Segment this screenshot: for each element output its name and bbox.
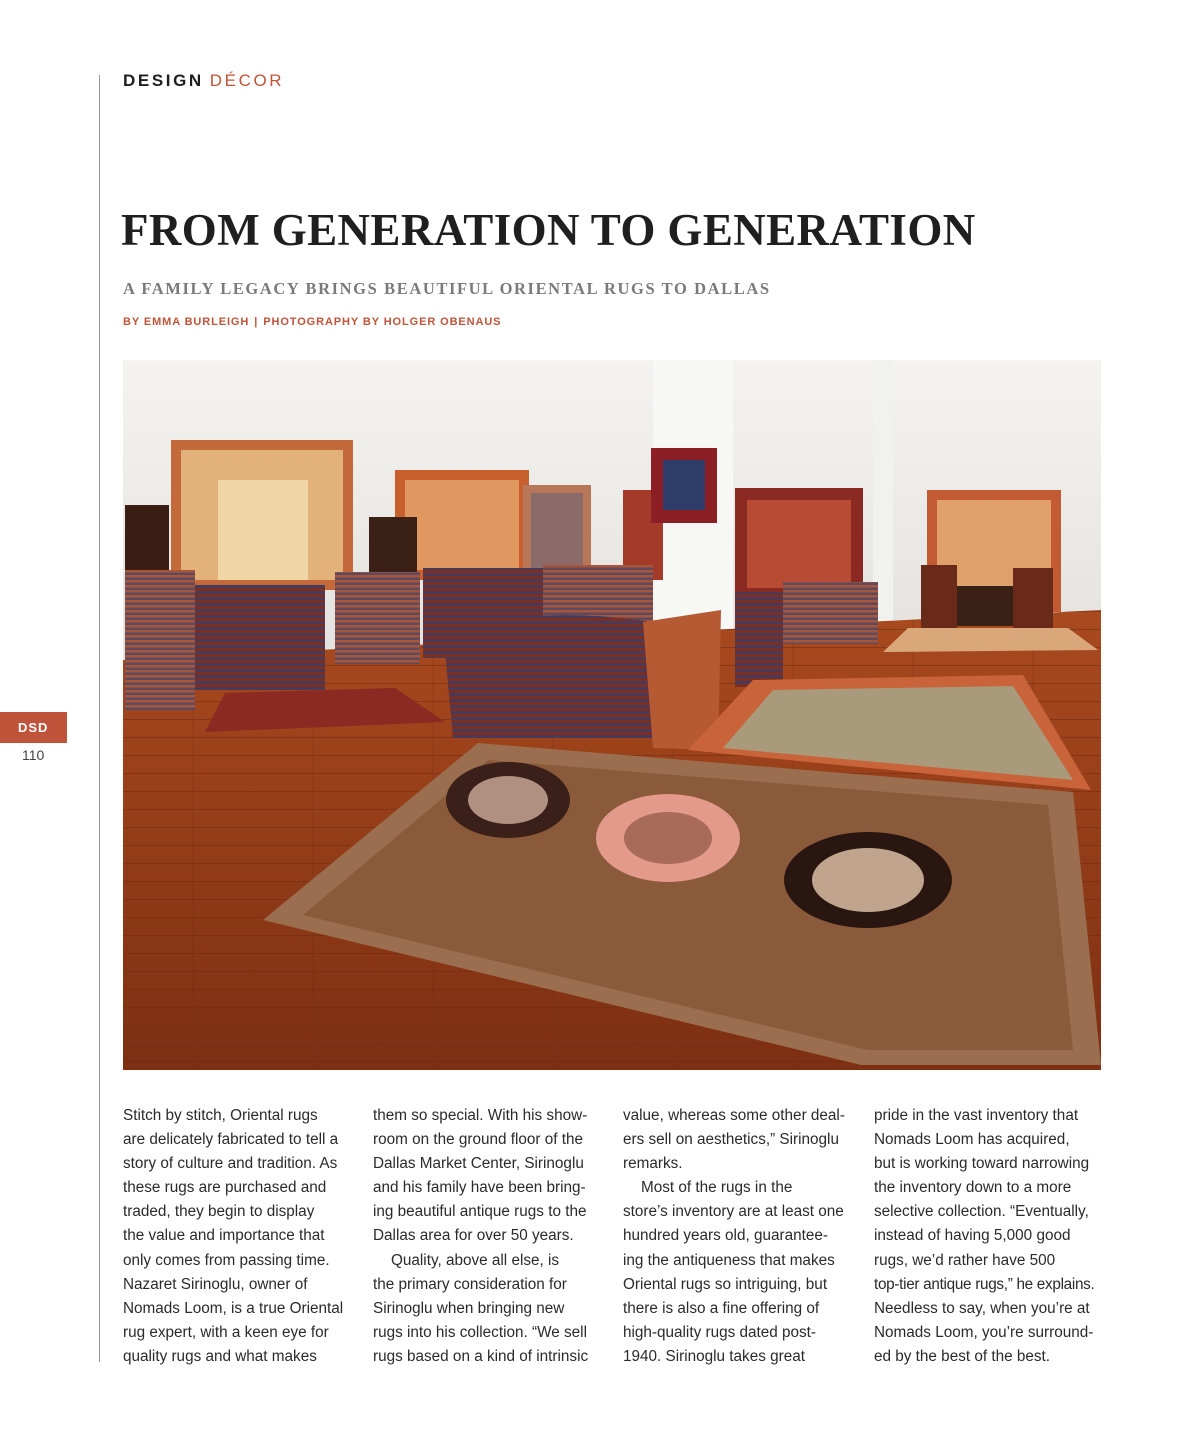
- text-line: them so special. With his show-: [373, 1107, 588, 1124]
- text-line: top-tier antique rugs,” he explains.: [874, 1275, 1095, 1293]
- text-line: rugs, we’d rather have 500: [874, 1251, 1056, 1269]
- text-line: and his family have been bring-: [373, 1179, 586, 1197]
- text-line: story of culture and tradition. As: [123, 1155, 338, 1173]
- article-deck: A FAMILY LEGACY BRINGS BEAUTIFUL ORIENTAL RUGS TO DALLAS: [123, 279, 771, 298]
- rug-stack: [783, 582, 878, 644]
- text-line: ing beautiful antique rugs to the: [373, 1203, 587, 1221]
- text-line: Nazaret Sirinoglu, owner of: [123, 1275, 308, 1293]
- paragraph: [874, 1104, 1106, 1369]
- showroom-photo: [123, 360, 1101, 1070]
- text-line: instead of having 5,000 good: [874, 1227, 1071, 1245]
- text-line: high-quality rugs dated post-: [623, 1323, 817, 1341]
- text-line: the value and importance that: [123, 1227, 325, 1245]
- byline-author: BY EMMA BURLEIGH: [123, 316, 250, 328]
- text-line: Most of the rugs in the: [641, 1179, 793, 1197]
- text-line: Needless to say, when you’re at: [874, 1299, 1090, 1317]
- page-number: 110: [22, 747, 45, 763]
- paragraph: [373, 1249, 605, 1369]
- magazine-tab: DSD: [0, 712, 67, 743]
- paragraph: [623, 1104, 855, 1176]
- text-line: pride in the vast inventory that: [874, 1107, 1079, 1124]
- rug-stack: [195, 585, 325, 690]
- body-column-1: [123, 1104, 355, 1369]
- text-line: Nomads Loom has acquired,: [874, 1131, 1070, 1149]
- rug-stack: [335, 572, 420, 664]
- paragraph: [623, 1176, 855, 1369]
- rug-stack: [125, 570, 195, 710]
- text-line: Dallas area for over 50 years.: [373, 1227, 574, 1245]
- text-line: Oriental rugs so intriguing, but: [623, 1275, 828, 1293]
- text-line: value, whereas some other deal-: [623, 1107, 845, 1124]
- paragraph: [123, 1104, 355, 1369]
- text-line: the inventory down to a more: [874, 1179, 1072, 1197]
- section-header: [123, 71, 284, 91]
- text-line: Quality, above all else, is: [391, 1251, 560, 1269]
- text-line: these rugs are purchased and: [123, 1179, 327, 1197]
- text-line: ing the antiqueness that makes: [623, 1251, 835, 1269]
- text-line: room on the ground floor of the: [373, 1131, 584, 1149]
- text-line: ed by the best of the best.: [874, 1347, 1051, 1365]
- text-line: but is working toward narrowing: [874, 1155, 1090, 1173]
- table: [957, 586, 1013, 626]
- text-line: store’s inventory are at least one: [623, 1203, 844, 1221]
- text-line: ers sell on aesthetics,” Sirinoglu: [623, 1131, 839, 1149]
- left-margin-rule: [99, 75, 100, 1362]
- byline: [123, 316, 501, 328]
- text-line: Dallas Market Center, Sirinoglu: [373, 1155, 584, 1173]
- text-line: rugs based on a kind of intrinsic: [373, 1347, 589, 1365]
- text-line: hundred years old, guarantee-: [623, 1227, 828, 1245]
- text-line: selective collection. “Eventually,: [874, 1203, 1089, 1221]
- text-line: Sirinoglu when bringing new: [373, 1299, 565, 1317]
- text-line: remarks.: [623, 1155, 683, 1173]
- text-line: Nomads Loom, is a true Oriental: [123, 1299, 344, 1317]
- text-line: the primary consideration for: [373, 1275, 567, 1293]
- text-line: only comes from passing time.: [123, 1251, 330, 1269]
- floor-rug-back: [883, 628, 1098, 652]
- text-line: are delicately fabricated to tell a: [123, 1131, 339, 1149]
- rug-stack: [735, 592, 783, 687]
- section-primary: DESIGN: [123, 71, 204, 90]
- text-line: traded, they begin to display: [123, 1203, 315, 1221]
- paragraph: [373, 1104, 605, 1249]
- text-line: rugs into his collection. “We sell: [373, 1323, 587, 1341]
- rug-stack-center: [443, 615, 663, 738]
- body-column-4: [874, 1104, 1106, 1369]
- text-line: Nomads Loom, you’re surround-: [874, 1323, 1094, 1341]
- text-line: Stitch by stitch, Oriental rugs: [123, 1107, 318, 1124]
- byline-separator: |: [254, 316, 259, 328]
- text-line: rug expert, with a keen eye for: [123, 1323, 329, 1341]
- body-column-3: [623, 1104, 855, 1369]
- byline-photographer: PHOTOGRAPHY BY HOLGER OBENAUS: [263, 316, 502, 328]
- body-column-2: [373, 1104, 605, 1369]
- text-line: quality rugs and what makes: [123, 1347, 317, 1365]
- text-line: 1940. Sirinoglu takes great: [623, 1347, 805, 1365]
- section-secondary: DÉCOR: [209, 71, 285, 90]
- article-title: FROM GENERATION TO GENERATION: [121, 205, 976, 255]
- text-line: there is also a fine offering of: [623, 1299, 820, 1317]
